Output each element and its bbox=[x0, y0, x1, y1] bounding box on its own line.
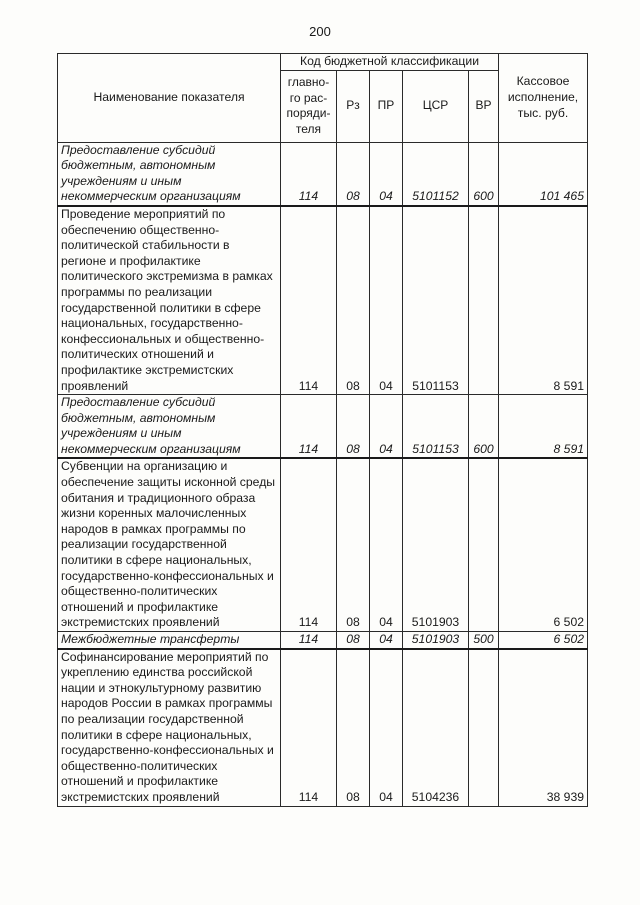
row-csr: 5101903 bbox=[403, 458, 469, 631]
table-row bbox=[58, 395, 588, 459]
header-vr: ВР bbox=[469, 70, 499, 142]
row-vr: 500 bbox=[469, 632, 499, 649]
row-amount: 6 502 bbox=[499, 458, 588, 631]
budget-table bbox=[57, 53, 588, 807]
row-pr: 04 bbox=[370, 458, 403, 631]
table-row bbox=[58, 632, 588, 649]
header-rz: Рз bbox=[337, 70, 370, 142]
row-csr: 5104236 bbox=[403, 649, 469, 806]
header-name: Наименование показателя bbox=[58, 54, 281, 143]
row-pr: 04 bbox=[370, 206, 403, 395]
row-rz: 08 bbox=[337, 632, 370, 649]
row-amount: 6 502 bbox=[499, 632, 588, 649]
row-pr: 04 bbox=[370, 142, 403, 206]
row-pr: 04 bbox=[370, 632, 403, 649]
table-row bbox=[58, 649, 588, 806]
row-glav: 114 bbox=[281, 649, 337, 806]
row-name: Межбюджетные трансферты bbox=[58, 632, 281, 649]
row-rz: 08 bbox=[337, 142, 370, 206]
row-glav: 114 bbox=[281, 632, 337, 649]
row-amount: 8 591 bbox=[499, 395, 588, 459]
header-execution: Кассовое исполнение, тыс. руб. bbox=[499, 54, 588, 143]
row-vr bbox=[469, 206, 499, 395]
row-rz: 08 bbox=[337, 395, 370, 459]
row-name: Предоставление субсидий бюджетным, автономным учреждениям и иным некоммерческим организациям bbox=[58, 395, 281, 459]
row-csr: 5101903 bbox=[403, 632, 469, 649]
row-vr bbox=[469, 458, 499, 631]
row-pr: 04 bbox=[370, 649, 403, 806]
header-classification-group: Код бюджетной классификации bbox=[281, 54, 499, 71]
row-rz: 08 bbox=[337, 458, 370, 631]
row-glav: 114 bbox=[281, 142, 337, 206]
row-glav: 114 bbox=[281, 206, 337, 395]
row-amount: 8 591 bbox=[499, 206, 588, 395]
header-csr: ЦСР bbox=[403, 70, 469, 142]
row-glav: 114 bbox=[281, 458, 337, 631]
table-header bbox=[58, 54, 588, 143]
row-vr bbox=[469, 649, 499, 806]
row-name: Проведение мероприятий по обеспечению общественно-политической стабильности в регионе и профилактике политического экстремизма в рамках программы по реализации государственной политики в сфере национальных, государственно-конфессиональных и общественно-политических отношений и профилактике экстремистских проявлений bbox=[58, 206, 281, 395]
row-csr: 5101152 bbox=[403, 142, 469, 206]
row-rz: 08 bbox=[337, 206, 370, 395]
row-name: Софинансирование мероприятий по укреплению единства российской нации и этнокультурному развитию народов России в рамках программы по реализации государственной политики в сфере национальных, государственно-конфессиональных и общественно-политических отношений и профилактике экстремистских проявлений bbox=[58, 649, 281, 806]
table-row bbox=[58, 458, 588, 631]
row-csr: 5101153 bbox=[403, 395, 469, 459]
row-csr: 5101153 bbox=[403, 206, 469, 395]
header-pr: ПР bbox=[370, 70, 403, 142]
row-amount: 38 939 bbox=[499, 649, 588, 806]
row-vr: 600 bbox=[469, 142, 499, 206]
table-row bbox=[58, 142, 588, 206]
row-name: Субвенции на организацию и обеспечение защиты исконной среды обитания и традиционного образа жизни коренных малочисленных народов в рамках программы по реализации государственной политики в сфере национальных, государственно-конфессиональных и общественно-политических отношений и профилактике экстремистских проявлений bbox=[58, 458, 281, 631]
row-amount: 101 465 bbox=[499, 142, 588, 206]
table-row bbox=[58, 206, 588, 395]
page-number: 200 bbox=[309, 24, 331, 39]
header-glav: главно-го рас-поряди-теля bbox=[281, 70, 337, 142]
row-glav: 114 bbox=[281, 395, 337, 459]
row-pr: 04 bbox=[370, 395, 403, 459]
row-vr: 600 bbox=[469, 395, 499, 459]
table-body bbox=[58, 142, 588, 806]
row-name: Предоставление субсидий бюджетным, автономным учреждениям и иным некоммерческим организациям bbox=[58, 142, 281, 206]
row-rz: 08 bbox=[337, 649, 370, 806]
